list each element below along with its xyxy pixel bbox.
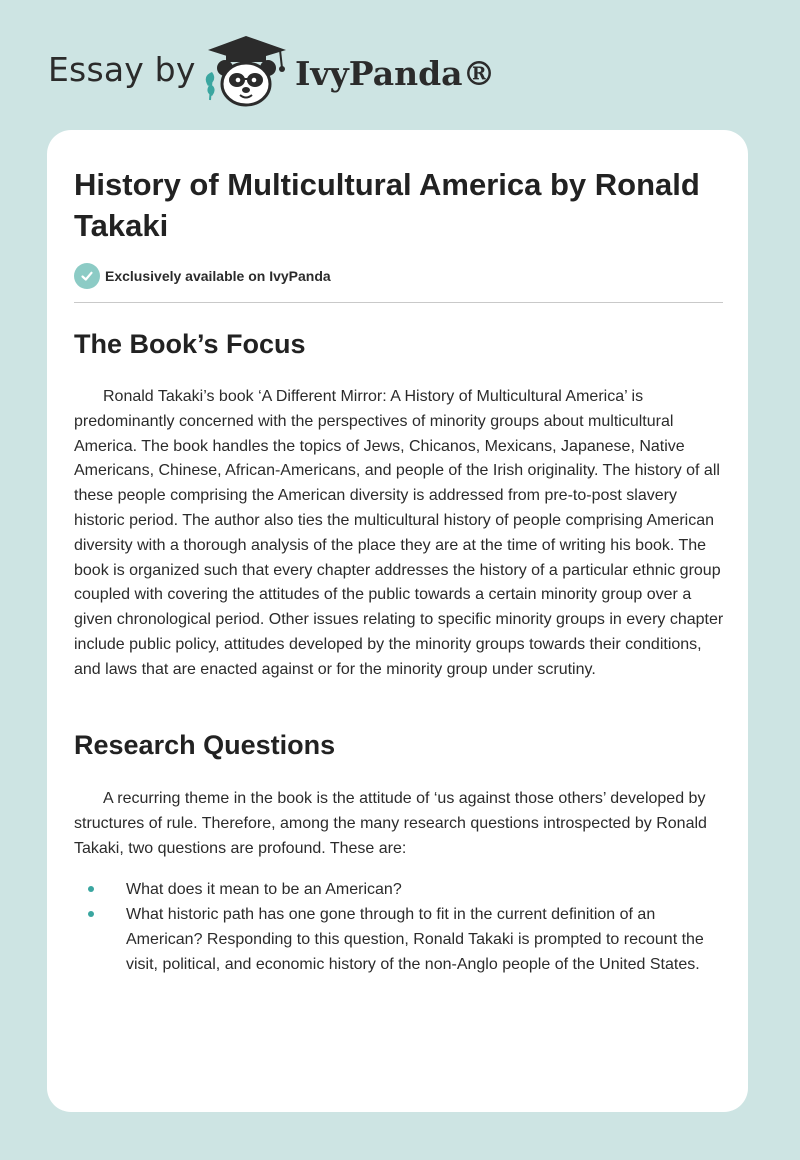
list-item-text: What does it mean to be an American? xyxy=(126,881,402,898)
research-questions-list xyxy=(74,877,729,977)
article-card xyxy=(47,130,748,1112)
essay-by-label: Essay by xyxy=(48,50,196,89)
panda-mascot-icon xyxy=(200,34,292,112)
bullet-icon xyxy=(88,911,94,917)
list-item xyxy=(74,902,729,977)
list-item-text: What historic path has one gone through to fit in the current definition of an American? Responding to this question, Ronald Takaki is prompted to recount the visit, political, and economic history of the non-Anglo people of the United States. xyxy=(126,906,704,973)
page-title: History of Multicultural America by Ronald Takaki xyxy=(74,167,700,243)
site-header xyxy=(0,0,800,130)
list-item xyxy=(74,877,729,902)
section-paragraph-book-focus: Ronald Takaki’s book ‘A Different Mirror: A History of Multicultural America’ is predominantly concerned with the perspectives of minority groups about multicultural America. The book handles the topics of Jews, Chicanos, Mexicans, Japanese, Native Americans, Chinese, African-Americans, and people of the Irish originality. The history of all these people comprising the American diversity is addressed from pre-to-post slavery historic period. The author also ties the multicultural history of people comprising American diversity with a thorough analysis of the place they are at the time of writing his book. The book is organized such that every chapter addresses the history of a particular ethnic group coupled with covering the attitudes of the public towards a certain minority group over a given chronological period. Other issues relating to specific minority groups in every chapter include public policy, attitudes developed by the minority groups towards their conditions, and laws that are enacted against or for the minority group under scrutiny. xyxy=(74,388,724,678)
ivypanda-logo[interactable] xyxy=(200,34,496,114)
section-heading-research-questions: Research Questions xyxy=(74,730,336,760)
exclusive-badge xyxy=(74,263,331,289)
brand-name: IvyPanda® xyxy=(295,54,496,93)
section-paragraph-research-questions: A recurring theme in the book is the attitude of ‘us against those others’ developed by structures of rule. Therefore, among the many research questions introspected by Ronald Takaki, two questions are profound. These are: xyxy=(74,790,707,857)
badge-label: Exclusively available on IvyPanda xyxy=(105,268,331,284)
bullet-icon xyxy=(88,886,94,892)
check-icon xyxy=(74,263,100,289)
divider xyxy=(74,302,723,303)
section-heading-book-focus: The Book’s Focus xyxy=(74,329,306,359)
